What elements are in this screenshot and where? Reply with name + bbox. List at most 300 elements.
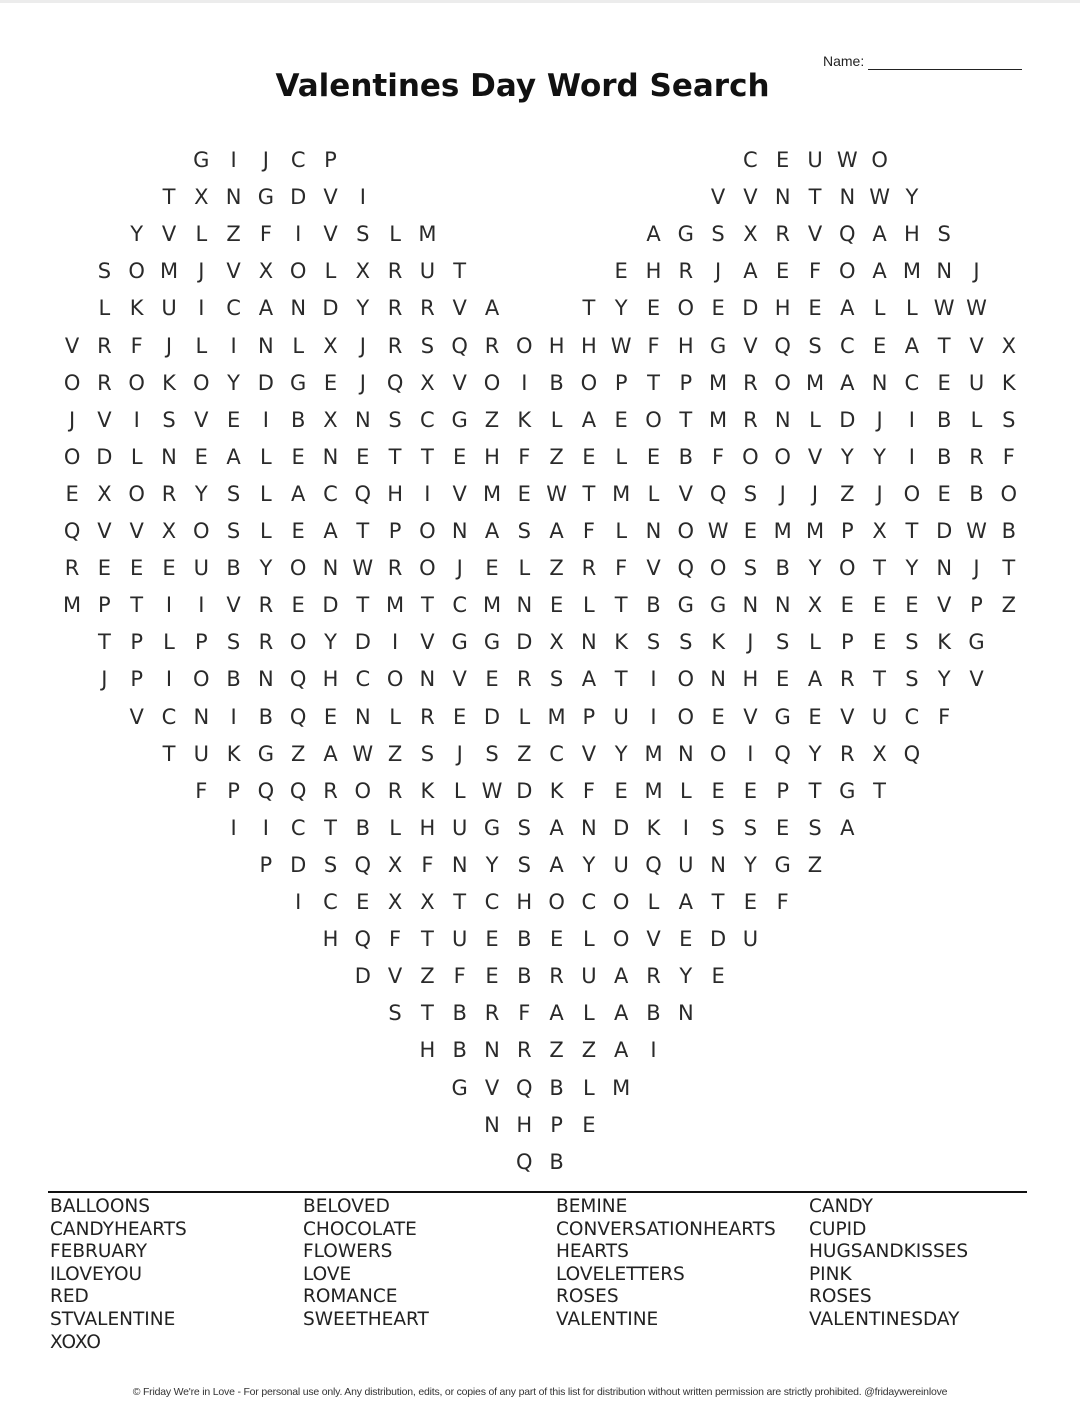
grid-letter[interactable]: G [709,593,727,618]
grid-letter[interactable]: O [289,630,307,655]
grid-letter[interactable]: B [936,407,952,432]
grid-letter[interactable]: E [711,778,725,803]
grid-letter[interactable]: O [289,556,307,581]
grid-letter[interactable]: A [258,296,274,321]
grid-letter[interactable]: R [420,704,435,729]
grid-letter[interactable]: V [937,593,952,618]
grid-letter[interactable]: C [484,890,500,914]
grid-letter[interactable]: S [388,407,402,432]
grid-letter[interactable]: E [614,778,628,803]
grid-letter[interactable]: E [646,444,661,469]
grid-letter[interactable]: Q [289,667,307,692]
grid-letter[interactable]: I [230,333,237,358]
grid-letter[interactable]: M [159,259,179,284]
grid-letter[interactable]: V [743,185,758,210]
grid-letter[interactable]: X [549,630,564,655]
grid-letter[interactable]: X [872,519,887,543]
grid-letter[interactable]: D [354,964,371,989]
grid-letter[interactable]: M [773,519,792,543]
grid-letter[interactable]: V [452,296,467,321]
grid-letter[interactable]: L [873,296,886,321]
grid-letter[interactable]: G [451,407,468,432]
grid-letter[interactable]: E [872,593,887,618]
grid-letter[interactable]: V [194,407,209,432]
grid-letter[interactable]: P [582,704,596,729]
grid-letter[interactable]: N [322,556,339,581]
grid-letter[interactable]: M [612,1075,631,1100]
grid-letter[interactable]: A [840,815,855,840]
grid-letter[interactable]: P [970,593,983,618]
grid-letter[interactable]: O [742,444,759,469]
grid-letter[interactable]: L [906,296,918,321]
grid-letter[interactable]: F [195,778,208,803]
grid-letter[interactable]: K [226,741,241,766]
grid-letter[interactable]: K [646,815,661,840]
grid-letter[interactable]: Q [289,778,307,803]
grid-letter[interactable]: F [130,333,143,358]
grid-letter[interactable]: Y [130,222,144,247]
grid-letter[interactable]: K [711,630,725,655]
grid-letter[interactable]: I [230,148,237,172]
grid-letter[interactable]: L [647,481,660,506]
grid-letter[interactable]: O [903,481,921,506]
grid-letter[interactable]: H [516,1112,533,1137]
grid-letter[interactable]: M [386,593,405,618]
grid-letter[interactable]: W [933,296,955,321]
grid-letter[interactable]: E [646,296,661,321]
grid-letter[interactable]: D [354,630,371,655]
grid-letter[interactable]: S [776,630,790,655]
grid-letter[interactable]: Z [840,481,855,506]
grid-letter[interactable]: L [518,704,531,729]
grid-letter[interactable]: N [710,667,726,692]
grid-letter[interactable]: J [101,667,108,692]
grid-letter[interactable]: S [517,815,531,840]
grid-letter[interactable]: O [354,778,372,803]
grid-letter[interactable]: A [743,259,758,284]
grid-letter[interactable]: V [710,185,726,210]
grid-letter[interactable]: I [165,593,173,618]
grid-letter[interactable]: G [483,815,501,840]
grid-letter[interactable]: F [453,964,466,989]
grid-letter[interactable]: G [677,593,694,618]
grid-letter[interactable]: E [291,519,305,543]
grid-letter[interactable]: M [612,481,631,506]
grid-letter[interactable]: Y [194,481,208,506]
grid-letter[interactable]: I [650,667,657,692]
grid-letter[interactable]: L [647,890,660,914]
grid-letter[interactable]: N [161,444,177,469]
grid-letter[interactable]: O [128,259,145,284]
grid-letter[interactable]: M [709,370,728,395]
grid-letter[interactable]: O [193,519,210,543]
grid-letter[interactable]: H [322,927,339,952]
grid-letter[interactable]: S [711,815,725,840]
grid-letter[interactable]: I [230,815,237,840]
grid-letter[interactable]: R [517,1038,532,1063]
grid-letter[interactable]: A [840,296,855,321]
grid-letter[interactable]: B [969,481,984,506]
grid-letter[interactable]: D [613,815,630,840]
grid-letter[interactable]: N [581,630,597,655]
grid-letter[interactable]: Z [549,556,564,581]
grid-letter[interactable]: X [743,222,758,247]
grid-letter[interactable]: N [322,444,339,469]
grid-letter[interactable]: S [485,741,499,766]
grid-letter[interactable]: X [420,890,435,914]
grid-letter[interactable]: D [710,927,727,952]
grid-letter[interactable]: M [805,370,825,395]
grid-letter[interactable]: T [324,815,337,840]
grid-letter[interactable]: D [936,519,953,543]
grid-letter[interactable]: U [452,927,468,952]
grid-letter[interactable]: Z [420,964,435,989]
grid-letter[interactable]: R [387,259,403,284]
grid-letter[interactable]: P [259,852,273,877]
grid-letter[interactable]: E [485,964,499,989]
grid-letter[interactable]: U [452,815,468,840]
grid-letter[interactable]: N [936,259,953,284]
grid-letter[interactable]: D [257,370,274,395]
grid-letter[interactable]: T [679,407,693,432]
grid-letter[interactable]: P [194,630,208,655]
grid-letter[interactable]: M [482,481,502,506]
grid-letter[interactable]: V [807,444,823,469]
grid-letter[interactable]: Y [614,296,628,321]
grid-letter[interactable]: Z [549,444,564,469]
grid-letter[interactable]: T [130,593,144,618]
grid-letter[interactable]: O [774,444,791,469]
grid-letter[interactable]: X [258,259,274,284]
grid-letter[interactable]: C [323,481,338,506]
grid-letter[interactable]: G [677,222,694,247]
grid-letter[interactable]: Q [257,778,275,803]
grid-letter[interactable]: F [582,519,595,543]
grid-letter[interactable]: V [840,704,855,729]
grid-letter[interactable]: I [133,407,140,432]
grid-letter[interactable]: U [871,704,888,729]
grid-letter[interactable]: Q [354,927,372,952]
grid-letter[interactable]: C [226,296,241,321]
grid-letter[interactable]: E [291,444,305,469]
grid-letter[interactable]: W [481,778,503,803]
grid-letter[interactable]: X [194,185,209,210]
grid-letter[interactable]: U [968,370,985,395]
grid-letter[interactable]: R [64,556,80,581]
grid-letter[interactable]: V [420,630,435,655]
grid-letter[interactable]: U [193,741,209,766]
grid-letter[interactable]: B [646,1001,661,1026]
grid-letter[interactable]: N [354,704,371,729]
grid-letter[interactable]: F [615,556,628,581]
grid-letter[interactable]: D [96,444,113,469]
grid-letter[interactable]: R [678,259,694,284]
grid-letter[interactable]: L [195,222,208,247]
grid-letter[interactable]: R [420,296,435,321]
grid-letter[interactable]: N [774,185,791,210]
grid-letter[interactable]: N [290,296,307,321]
grid-letter[interactable]: G [839,778,856,803]
grid-letter[interactable]: H [903,222,920,247]
grid-letter[interactable]: U [613,852,629,877]
grid-letter[interactable]: A [549,815,564,840]
grid-letter[interactable]: V [97,519,112,543]
grid-letter[interactable]: N [710,852,726,877]
grid-letter[interactable]: O [612,890,630,914]
grid-letter[interactable]: L [98,296,111,321]
grid-letter[interactable]: R [161,481,177,506]
grid-letter[interactable]: F [808,259,822,284]
grid-letter[interactable]: G [774,704,791,729]
grid-letter[interactable]: X [420,370,435,395]
grid-letter[interactable]: O [386,667,404,692]
grid-letter[interactable]: B [646,593,661,618]
grid-letter[interactable]: S [905,630,919,655]
grid-letter[interactable]: X [323,407,338,432]
grid-letter[interactable]: J [973,259,980,284]
grid-letter[interactable]: J [747,630,754,655]
grid-letter[interactable]: H [580,333,597,358]
grid-letter[interactable]: N [677,1001,694,1026]
grid-letter[interactable]: U [678,852,694,877]
grid-letter[interactable]: V [129,519,144,543]
grid-letter[interactable]: G [290,370,307,395]
grid-letter[interactable]: Y [743,852,757,877]
grid-letter[interactable]: J [165,333,173,358]
grid-letter[interactable]: S [743,815,758,840]
grid-letter[interactable]: B [290,407,306,432]
grid-letter[interactable]: O [677,667,695,692]
grid-letter[interactable]: L [453,778,466,803]
grid-letter[interactable]: O [677,296,695,321]
grid-letter[interactable]: W [610,333,632,358]
grid-letter[interactable]: A [807,667,823,692]
grid-letter[interactable]: T [711,890,725,914]
grid-letter[interactable]: T [582,481,596,506]
grid-letter[interactable]: R [387,778,403,803]
grid-letter[interactable]: L [130,444,143,469]
grid-letter[interactable]: N [354,407,371,432]
grid-letter[interactable]: E [582,1112,596,1137]
grid-letter[interactable]: I [682,815,689,840]
grid-letter[interactable]: T [356,519,370,543]
grid-letter[interactable]: E [130,556,144,581]
grid-letter[interactable]: O [677,704,695,729]
grid-letter[interactable]: Z [549,1038,564,1063]
grid-letter[interactable]: I [521,370,528,395]
grid-letter[interactable]: K [549,778,564,803]
grid-letter[interactable]: Z [807,852,823,877]
grid-letter[interactable]: E [549,927,564,952]
grid-letter[interactable]: N [774,593,791,618]
grid-letter[interactable]: W [707,519,729,543]
grid-letter[interactable]: E [582,444,596,469]
grid-letter[interactable]: T [356,593,370,618]
grid-letter[interactable]: T [937,333,951,358]
grid-letter[interactable]: H [548,333,565,358]
grid-letter[interactable]: S [808,333,822,358]
grid-letter[interactable]: S [1002,407,1016,432]
grid-letter[interactable]: A [614,1001,629,1026]
grid-letter[interactable]: E [65,481,79,506]
grid-letter[interactable]: Y [905,185,919,210]
grid-letter[interactable]: H [484,444,500,469]
grid-letter[interactable]: J [876,481,883,506]
grid-letter[interactable]: C [452,593,468,618]
grid-letter[interactable]: J [359,370,366,395]
grid-letter[interactable]: V [323,185,338,210]
grid-letter[interactable]: X [323,333,338,358]
grid-letter[interactable]: U [613,704,629,729]
grid-letter[interactable]: J [198,259,205,284]
grid-letter[interactable]: X [387,890,403,914]
grid-letter[interactable]: E [808,296,822,321]
grid-letter[interactable]: F [389,927,402,952]
grid-letter[interactable]: E [872,630,887,655]
grid-letter[interactable]: E [776,148,790,172]
grid-letter[interactable]: M [63,593,82,618]
grid-letter[interactable]: Z [517,741,532,766]
grid-letter[interactable]: B [678,444,693,469]
grid-letter[interactable]: P [840,630,854,655]
grid-letter[interactable]: N [774,407,791,432]
grid-letter[interactable]: T [453,890,467,914]
grid-letter[interactable]: A [678,890,693,914]
grid-letter[interactable]: E [905,593,919,618]
grid-letter[interactable]: R [387,296,403,321]
grid-letter[interactable]: Z [226,222,241,247]
grid-letter[interactable]: K [1001,370,1016,395]
grid-letter[interactable]: I [908,407,915,432]
grid-letter[interactable]: D [322,296,339,321]
grid-letter[interactable]: T [162,185,176,210]
grid-letter[interactable]: V [452,370,467,395]
grid-letter[interactable]: E [937,481,951,506]
grid-letter[interactable]: I [391,630,399,655]
grid-letter[interactable]: F [1002,444,1015,469]
grid-letter[interactable]: Q [451,333,468,358]
grid-letter[interactable]: H [322,667,339,692]
grid-letter[interactable]: Y [840,444,854,469]
grid-letter[interactable]: L [260,481,272,506]
grid-letter[interactable]: N [451,852,468,877]
grid-letter[interactable]: E [291,593,305,618]
grid-letter[interactable]: I [295,222,302,247]
grid-letter[interactable]: L [260,444,272,469]
grid-letter[interactable]: E [194,444,208,469]
grid-letter[interactable]: P [227,778,240,803]
grid-letter[interactable]: T [873,667,886,692]
grid-letter[interactable]: O [193,667,210,692]
grid-letter[interactable]: V [161,222,177,247]
grid-letter[interactable]: U [742,927,759,952]
grid-letter[interactable]: N [677,741,694,766]
grid-letter[interactable]: B [1001,519,1016,543]
grid-letter[interactable]: B [775,556,790,581]
grid-letter[interactable]: I [165,667,173,692]
grid-letter[interactable]: U [161,296,177,321]
grid-letter[interactable]: S [323,852,338,877]
grid-letter[interactable]: L [389,704,401,729]
grid-letter[interactable]: N [936,556,953,581]
grid-letter[interactable]: R [646,964,661,989]
grid-letter[interactable]: E [743,519,758,543]
grid-letter[interactable]: F [776,890,789,914]
grid-letter[interactable]: C [904,370,920,395]
grid-letter[interactable]: P [840,519,854,543]
grid-letter[interactable]: N [484,1038,500,1063]
grid-letter[interactable]: G [451,630,468,655]
grid-letter[interactable]: V [646,556,661,581]
grid-letter[interactable]: B [517,927,532,952]
grid-letter[interactable]: X [1001,333,1016,358]
grid-letter[interactable]: E [453,704,467,729]
grid-letter[interactable]: S [517,519,531,543]
grid-letter[interactable]: S [711,222,725,247]
grid-letter[interactable]: I [359,185,366,210]
grid-letter[interactable]: V [226,259,241,284]
grid-letter[interactable]: E [679,927,693,952]
grid-letter[interactable]: H [645,259,662,284]
grid-letter[interactable]: I [908,444,915,469]
grid-letter[interactable]: Y [679,964,693,989]
grid-letter[interactable]: C [420,407,435,432]
grid-letter[interactable]: S [646,630,661,655]
grid-letter[interactable]: V [452,481,467,506]
grid-letter[interactable]: A [904,333,920,358]
grid-letter[interactable]: K [420,778,435,803]
grid-letter[interactable]: J [779,481,786,506]
grid-letter[interactable]: N [451,519,468,543]
grid-letter[interactable]: S [162,407,176,432]
grid-letter[interactable]: E [776,259,790,284]
grid-letter[interactable]: B [517,964,532,989]
grid-letter[interactable]: S [743,481,758,506]
grid-letter[interactable]: X [387,852,403,877]
grid-letter[interactable]: B [452,1038,467,1063]
grid-letter[interactable]: E [226,407,241,432]
grid-letter[interactable]: Q [774,741,791,766]
grid-letter[interactable]: X [97,481,112,506]
grid-letter[interactable]: I [650,1038,657,1063]
grid-letter[interactable]: F [582,778,595,803]
grid-letter[interactable]: E [614,407,628,432]
grid-letter[interactable]: V [646,927,661,952]
grid-letter[interactable]: Z [1001,593,1016,618]
grid-letter[interactable]: R [484,333,500,358]
grid-letter[interactable]: Z [484,407,500,432]
grid-letter[interactable]: T [873,778,886,803]
grid-letter[interactable]: O [128,481,145,506]
grid-letter[interactable]: L [583,593,595,618]
grid-letter[interactable]: E [711,704,725,729]
grid-letter[interactable]: L [679,778,692,803]
grid-letter[interactable]: J [68,407,76,432]
grid-letter[interactable]: K [937,630,952,655]
grid-letter[interactable]: B [549,1149,564,1174]
grid-letter[interactable]: B [549,370,564,395]
grid-letter[interactable]: L [195,333,208,358]
grid-letter[interactable]: R [775,222,790,247]
grid-letter[interactable]: X [807,593,823,618]
grid-letter[interactable]: N [419,667,436,692]
grid-letter[interactable]: Y [582,852,596,877]
grid-letter[interactable]: T [647,370,660,395]
grid-letter[interactable]: T [388,444,402,469]
grid-letter[interactable]: O [289,259,307,284]
grid-letter[interactable]: V [129,704,144,729]
grid-letter[interactable]: K [614,630,629,655]
